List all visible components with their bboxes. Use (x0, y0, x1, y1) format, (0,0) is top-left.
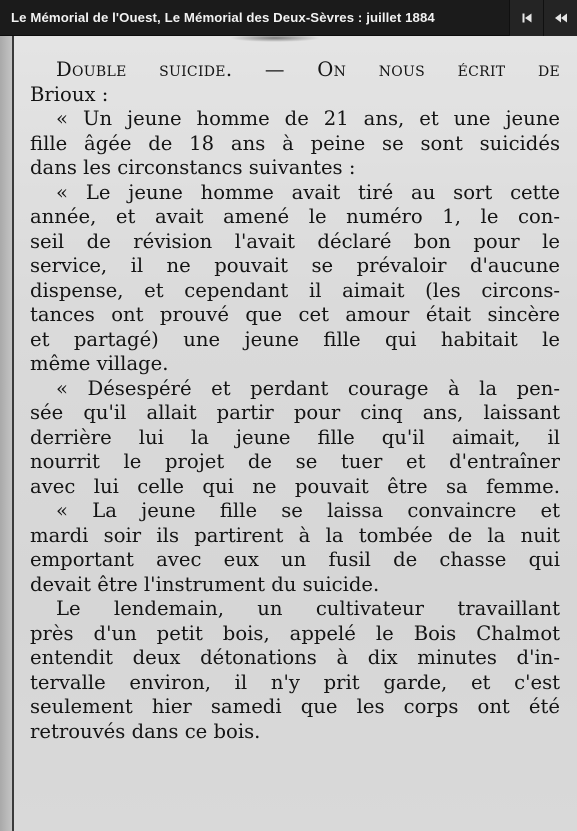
article-line: retrouvés dans ce bois. (30, 719, 261, 743)
article-line: Double suicide. — On nous écrit de (56, 58, 560, 81)
article-line: nourrit le projet de se tuer et d'entraîner (30, 450, 560, 473)
viewer-toolbar (0, 0, 577, 36)
column-rule (12, 36, 14, 831)
page-navigation (509, 0, 577, 36)
article-line: tervalle environ, il n'y prit garde, et c'est (30, 670, 560, 694)
ink-smudge (230, 36, 320, 42)
article-line: seulement hier samedi que les corps ont été (30, 695, 560, 718)
article-line: « Le jeune homme avait tiré au sort cette (56, 180, 560, 204)
article-line: Le lendemain, un cultivateur travaillant (56, 597, 560, 620)
article-line: mardi soir ils partirent à la tombée de la nuit (30, 523, 560, 547)
document-title: Le Mémorial de l'Ouest, Le Mémorial des Deux-Sèvres : juillet 1884 (11, 10, 435, 25)
article-line: derrière lui la jeune fille qu'il aimait, il (30, 425, 560, 449)
rewind-icon (554, 12, 568, 24)
article-line: seil de révision l'avait déclaré bon pour le (30, 229, 560, 253)
article-line: « Un jeune homme de 21 ans, et une jeune (56, 107, 560, 130)
article-line: sée qu'il allait partir pour cinq ans, laissant (30, 401, 560, 424)
article-line: service, il ne pouvait se prévaloir d'aucune (30, 254, 560, 277)
skip-to-start-icon (521, 12, 533, 24)
newspaper-scan (0, 36, 577, 831)
article-line: et partagé) une jeune fille qui habitait le (30, 327, 560, 351)
article-line: « Désespéré et perdant courage à la pen- (56, 376, 560, 400)
article-line: dispense, et cependant il aimait (les circons- (30, 278, 560, 302)
article-line: « La jeune fille se laissa convaincre et (56, 499, 560, 522)
article-line: tances ont prouvé que cet amour était sincère (30, 303, 560, 326)
previous-page-button[interactable] (543, 0, 577, 36)
article-line: avec lui celle qui ne pouvait être sa femme. (30, 474, 560, 498)
article-line: fille âgée de 18 ans à peine se sont suicidés (30, 131, 560, 155)
article-line: devait être l'instrument du suicide. (30, 572, 380, 596)
article-line: même village. (30, 352, 169, 375)
article-line: année, et avait amené le numéro 1, le con- (30, 205, 560, 228)
article-line: Brioux : (30, 82, 109, 106)
scan-margin (0, 36, 12, 831)
article-text (30, 58, 560, 744)
article-line: près d'un petit bois, appelé le Bois Chalmot (30, 621, 560, 645)
first-page-button[interactable] (509, 0, 543, 36)
article-line: dans les circonstancs suivantes : (30, 156, 356, 179)
article-line: entendit deux détonations à dix minutes d'in- (30, 646, 560, 669)
article-line: emportant avec eux un fusil de chasse qui (30, 548, 560, 571)
